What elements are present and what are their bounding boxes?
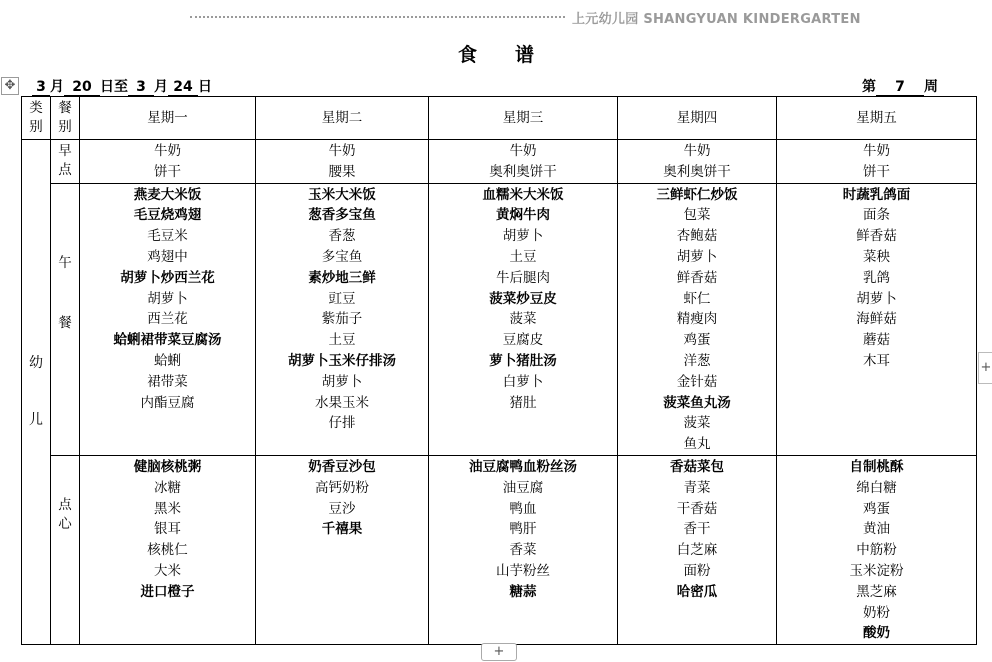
dish-name: 菠菜炒豆皮 <box>489 290 557 307</box>
ingredient: 胡萝卜 <box>502 228 544 245</box>
dish-name: 奶香豆沙包 <box>308 458 376 475</box>
breakfast-cell <box>618 140 777 184</box>
ingredient: 胡萝卜 <box>856 290 897 307</box>
dish-name: 胡萝卜炒西兰花 <box>120 269 215 286</box>
to-month: 3 <box>128 79 154 96</box>
ingredient: 洋葱 <box>683 352 711 369</box>
ingredient: 银耳 <box>154 521 181 538</box>
ingredient: 仔排 <box>328 415 356 432</box>
ingredient: 土豆 <box>509 248 537 265</box>
breakfast-label-char: 点 <box>58 162 72 179</box>
dish-name: 哈密瓜 <box>676 583 718 600</box>
ingredient: 水果玉米 <box>315 394 369 411</box>
ingredient: 海鲜菇 <box>856 311 897 328</box>
ingredient: 牛奶 <box>154 143 181 159</box>
ingredient: 饼干 <box>154 163 181 180</box>
add-row-button[interactable]: + <box>481 643 517 661</box>
ingredient: 胡萝卜 <box>676 248 718 265</box>
dish-name: 健脑核桃粥 <box>133 458 202 475</box>
snack-label-char: 心 <box>58 515 72 532</box>
page-title <box>0 40 992 67</box>
ingredient: 菠菜 <box>683 415 711 432</box>
dish-name: 油豆腐鸭血粉丝汤 <box>469 458 577 475</box>
school-name: 上元幼儿园 SHANGYUAN KINDERGARTEN <box>572 12 861 27</box>
breakfast-cell <box>80 140 256 184</box>
ingredient: 乳鸽 <box>863 269 890 286</box>
group-char: 儿 <box>29 412 43 429</box>
ingredient: 蛤蜊 <box>154 352 181 369</box>
week-suffix: 周 <box>924 79 938 95</box>
dish-name: 葱香多宝鱼 <box>308 207 376 224</box>
lunch-cell <box>429 183 618 455</box>
ingredient: 鱼丸 <box>683 436 711 453</box>
breakfast-label-char: 早 <box>58 143 72 160</box>
ingredient: 豇豆 <box>328 290 356 307</box>
ingredient: 大米 <box>154 562 181 579</box>
ingredient: 白萝卜 <box>502 373 544 390</box>
dish-name: 胡萝卜玉米仔排汤 <box>288 352 396 369</box>
lunch-row <box>22 183 977 455</box>
day-header-friday: 星期五 <box>777 97 977 140</box>
dish-name: 三鲜虾仁炒饭 <box>656 186 738 203</box>
dish-name: 蛤蜊裙带菜豆腐汤 <box>113 332 222 349</box>
ingredient: 菠菜 <box>509 311 537 328</box>
ingredient: 毛豆米 <box>147 228 188 245</box>
ingredient: 香菜 <box>509 542 537 559</box>
snack-cell <box>618 455 777 644</box>
category-header <box>22 97 51 140</box>
add-column-button[interactable]: + <box>978 352 992 384</box>
dish-name: 血糯米大米饭 <box>482 186 564 203</box>
category-header-text: 类别 <box>29 100 43 135</box>
ingredient: 豆沙 <box>328 500 356 517</box>
ingredient: 香葱 <box>328 228 356 245</box>
to-day: 24 <box>168 79 198 96</box>
ingredient: 木耳 <box>863 352 890 369</box>
ingredient: 鸡翅中 <box>147 248 188 265</box>
ingredient: 牛奶 <box>509 143 537 159</box>
snack-row <box>22 455 977 644</box>
snack-cell <box>80 455 256 644</box>
meal-header <box>51 97 80 140</box>
ingredient: 紫茄子 <box>321 311 363 328</box>
ingredient: 黑米 <box>154 500 181 517</box>
ingredient: 核桃仁 <box>147 542 188 559</box>
ingredient: 菜秧 <box>863 248 890 265</box>
ingredient: 多宝鱼 <box>321 248 363 265</box>
ingredient: 奥利奥饼干 <box>663 163 731 180</box>
lunch-cell <box>777 183 977 455</box>
ingredient: 精瘦肉 <box>676 311 718 328</box>
ingredient: 冰糖 <box>154 479 181 496</box>
day-char: 日 <box>198 79 212 95</box>
breakfast-cell <box>429 140 618 184</box>
dish-name: 时蔬乳鸽面 <box>842 186 911 203</box>
group-label <box>22 354 50 430</box>
ingredient: 牛奶 <box>328 143 356 159</box>
ingredient: 包菜 <box>683 207 711 224</box>
day-header-tuesday: 星期二 <box>256 97 429 140</box>
ingredient: 牛奶 <box>683 143 711 159</box>
ingredient: 奶粉 <box>863 604 890 621</box>
ingredient: 青菜 <box>683 479 711 496</box>
dish-name: 糖蒜 <box>509 583 537 600</box>
dish-name: 黄焖牛肉 <box>496 207 550 224</box>
breakfast-cell <box>256 140 429 184</box>
ingredient: 蘑菇 <box>863 332 890 349</box>
ingredient: 香干 <box>683 521 711 538</box>
snack-label <box>51 455 80 644</box>
dish-name: 进口橙子 <box>140 583 195 600</box>
ingredient: 高钙奶粉 <box>315 479 369 496</box>
month-char: 月 <box>50 79 64 95</box>
ingredient: 鸡蛋 <box>683 332 711 349</box>
ingredient: 黄油 <box>863 521 890 538</box>
snack-cell <box>256 455 429 644</box>
to-char: 日至 <box>100 79 128 95</box>
ingredient: 鸡蛋 <box>863 500 890 517</box>
title-text: 食 谱 <box>457 44 534 66</box>
week-prefix: 第 <box>862 79 876 95</box>
lunch-cell <box>256 183 429 455</box>
group-cell <box>22 140 51 645</box>
header-row <box>22 97 977 140</box>
dish-name: 萝卜猪肚汤 <box>489 352 557 369</box>
dish-name: 毛豆烧鸡翅 <box>133 207 202 224</box>
ingredient: 鲜香菇 <box>676 269 718 286</box>
breakfast-cell <box>777 140 977 184</box>
lunch-label <box>51 183 80 455</box>
dish-name: 自制桃酥 <box>849 458 904 475</box>
dish-name: 千禧果 <box>321 521 363 538</box>
ingredient: 面条 <box>863 207 890 224</box>
from-day: 20 <box>64 79 100 96</box>
ingredient: 鸭血 <box>509 500 537 517</box>
date-range <box>32 76 212 96</box>
lunch-label-char: 午 <box>58 254 72 271</box>
ingredient: 绵白糖 <box>856 479 897 496</box>
month-char-2: 月 <box>154 79 168 95</box>
dish-name: 菠菜鱼丸汤 <box>663 394 731 411</box>
ingredient: 白芝麻 <box>676 542 718 559</box>
ingredient: 油豆腐 <box>502 479 544 496</box>
ingredient: 中筋粉 <box>856 542 897 559</box>
dish-name: 燕麦大米饭 <box>133 186 202 203</box>
page-header <box>190 8 861 27</box>
table-move-handle-icon[interactable]: ✥ <box>1 77 19 95</box>
ingredient: 奥利奥饼干 <box>489 163 557 180</box>
dish-name: 素炒地三鲜 <box>308 269 376 286</box>
group-char: 幼 <box>29 355 43 372</box>
dish-name: 香菇菜包 <box>670 458 724 475</box>
from-month: 3 <box>32 79 50 96</box>
ingredient: 玉米淀粉 <box>849 562 904 579</box>
ingredient: 西兰花 <box>147 311 188 328</box>
ingredient: 干香菇 <box>676 500 718 517</box>
day-header-monday: 星期一 <box>80 97 256 140</box>
ingredient: 饼干 <box>863 163 890 180</box>
snack-cell <box>429 455 618 644</box>
ingredient: 鸭肝 <box>509 521 537 538</box>
ingredient: 牛后腿肉 <box>496 269 550 286</box>
ingredient: 金针菇 <box>676 373 718 390</box>
meal-header-text: 餐别 <box>58 100 72 135</box>
ingredient: 面粉 <box>683 562 711 579</box>
ingredient: 裙带菜 <box>147 373 188 390</box>
ingredient: 豆腐皮 <box>502 332 544 349</box>
ingredient: 杏鲍菇 <box>676 228 718 245</box>
ingredient: 牛奶 <box>863 143 890 159</box>
ingredient: 黑芝麻 <box>856 583 897 600</box>
dish-name: 酸奶 <box>863 625 890 642</box>
snack-label-char: 点 <box>58 496 72 513</box>
ingredient: 猪肚 <box>509 394 537 411</box>
lunch-cell <box>618 183 777 455</box>
dish-name: 玉米大米饭 <box>308 186 376 203</box>
snack-cell <box>777 455 977 644</box>
breakfast-row <box>22 140 977 184</box>
lunch-label-char: 餐 <box>58 314 72 331</box>
week-value: 7 <box>876 79 924 96</box>
header-dotted-line <box>190 16 565 18</box>
ingredient: 山芋粉丝 <box>496 562 550 579</box>
day-header-thursday: 星期四 <box>618 97 777 140</box>
ingredient: 鲜香菇 <box>856 228 897 245</box>
ingredient: 土豆 <box>328 332 356 349</box>
ingredient: 虾仁 <box>683 290 711 307</box>
ingredient: 胡萝卜 <box>147 290 188 307</box>
menu-table <box>21 96 977 645</box>
day-header-wednesday: 星期三 <box>429 97 618 140</box>
week-number <box>862 76 938 96</box>
lunch-cell <box>80 183 256 455</box>
ingredient: 腰果 <box>328 163 356 180</box>
ingredient: 胡萝卜 <box>321 373 363 390</box>
breakfast-label <box>51 140 80 184</box>
ingredient: 内酯豆腐 <box>140 394 195 411</box>
